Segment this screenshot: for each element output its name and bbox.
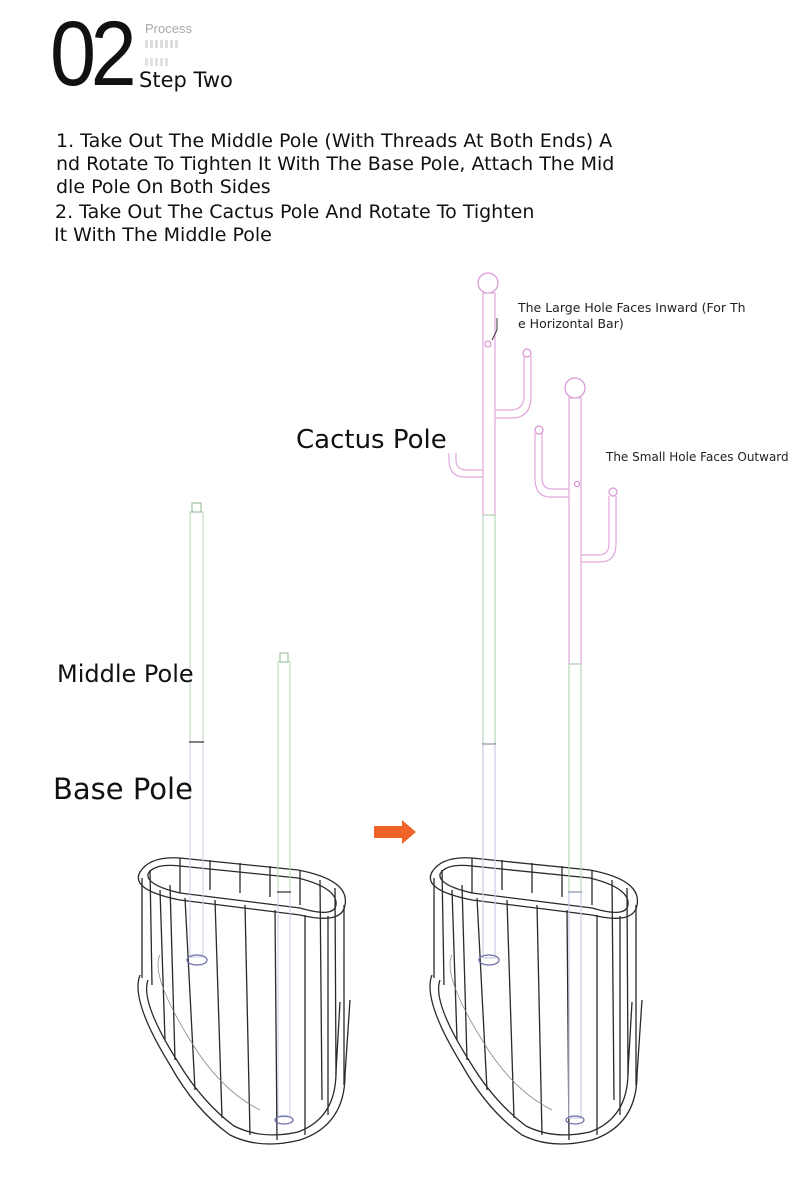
middle-pole-label: Middle Pole [57, 660, 194, 688]
instruction-line-2b: It With The Middle Pole [54, 224, 272, 246]
cactus-pole-label: Cactus Pole [296, 425, 447, 455]
left-middle-pole-2 [275, 653, 293, 1124]
large-hole-note-line-2: e Horizontal Bar) [518, 316, 624, 331]
instruction-line-1c: dle Pole On Both Sides [56, 176, 271, 198]
right-cactus-pole-tall [449, 273, 531, 965]
step-title: Step Two [139, 68, 233, 92]
right-basket [430, 858, 642, 1144]
left-basket [138, 858, 350, 1144]
step-number: 02 [50, 3, 132, 105]
instruction-line-2a: 2. Take Out The Cactus Pole And Rotate To Tighten [55, 201, 535, 223]
base-pole-label: Base Pole [53, 772, 193, 806]
arrow-right-icon [374, 820, 416, 844]
process-label: Process [145, 21, 192, 36]
small-hole-note: The Small Hole Faces Outward [606, 450, 789, 464]
right-cactus-pole-short [535, 378, 617, 1124]
instruction-line-1b: nd Rotate To Tighten It With The Base Pole, Attach The Mid [56, 153, 615, 175]
large-hole-note-line-1: The Large Hole Faces Inward (For Th [518, 300, 746, 315]
instruction-line-1a: 1. Take Out The Middle Pole (With Threads At Both Ends) A [56, 130, 613, 152]
